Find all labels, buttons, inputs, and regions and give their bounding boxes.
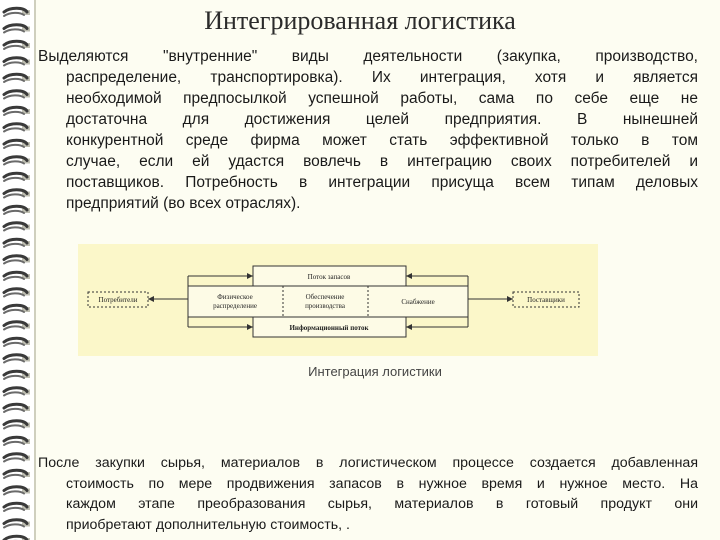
paragraph-line: приобретают дополнительную стоимость, . (66, 516, 350, 533)
logistics-integration-diagram (78, 244, 598, 356)
binding-ring (4, 343, 24, 346)
binding-ring (4, 79, 24, 82)
paragraph-line: поставщиков. Потребность в интеграции присуща всем типам деловых (66, 174, 698, 191)
binding-ring (4, 409, 24, 412)
physical-distribution-label-2: распределение (213, 302, 257, 310)
binding-ring (4, 491, 24, 494)
production-support-label-2: производства (305, 302, 345, 310)
binding-ring (4, 293, 24, 296)
paragraph-line: предприятий (во всех отраслях). (66, 195, 301, 212)
binding-ring (4, 425, 24, 428)
binding-ring (4, 161, 24, 164)
paragraph-line: каждом этапе преобразования сырья, материалов в готовый продукт они (66, 496, 698, 512)
binding-ring (4, 277, 24, 280)
consumers-label: Потребители (98, 296, 138, 304)
binding-ring (4, 458, 24, 461)
value-paragraph (38, 453, 698, 535)
binding-ring (4, 244, 24, 247)
binding-ring (4, 46, 24, 49)
binding-ring (4, 475, 24, 478)
binding-ring (4, 359, 24, 362)
paragraph-line: случае, если ей удастся вовлечь в интеграцию своих потребителей и (66, 153, 698, 170)
paragraph-line: стоимость по мере продвижения запасов в нужное время и нужное место. На (66, 475, 698, 492)
production-support-label-1: Обеспечение (305, 293, 345, 301)
diagram-caption: Интеграция логистики (308, 364, 442, 379)
suppliers-label: Поставщики (527, 296, 565, 304)
binding-ring (4, 194, 24, 197)
binding-ring (4, 145, 24, 148)
binding-ring (4, 260, 24, 263)
binding-ring (4, 178, 24, 181)
paragraph-line: Выделяются "внутренние" виды деятельности (закупка, производство, (38, 48, 698, 65)
binding-ring (4, 310, 24, 313)
paragraph-line: распределение, транспортировка). Их интеграция, хотя и является (66, 69, 698, 86)
intro-paragraph (38, 46, 698, 214)
paragraph-line: конкурентной среде фирма может стать эффективной только в том (66, 132, 698, 149)
paragraph-line: После закупки сырья, материалов в логистическом процессе создается добавленная (38, 455, 698, 471)
physical-distribution-label-1: Физическое (217, 293, 253, 301)
binding-ring (4, 442, 24, 445)
information-flow-label: Информационный поток (289, 324, 369, 332)
binding-ring (4, 211, 24, 214)
binding-ring (4, 128, 24, 131)
binding-ring (4, 95, 24, 98)
binding-ring (4, 326, 24, 329)
binding-ring (4, 524, 24, 527)
binding-ring (4, 62, 24, 65)
spiral-binding (0, 0, 34, 540)
binding-ring (4, 227, 24, 230)
supply-label: Снабжение (401, 298, 435, 306)
page-title: Интегрированная логистика (204, 6, 516, 35)
binding-ring (4, 392, 24, 395)
binding-ring (4, 508, 24, 511)
inventory-flow-label: Поток запасов (307, 273, 351, 281)
binding-ring (4, 112, 24, 115)
paragraph-line: необходимой предпосылкой успешной работы, сама по себе еще не (66, 90, 698, 107)
paragraph-line: достаточна для достижения целей предприятия. В нынешней (66, 111, 698, 128)
